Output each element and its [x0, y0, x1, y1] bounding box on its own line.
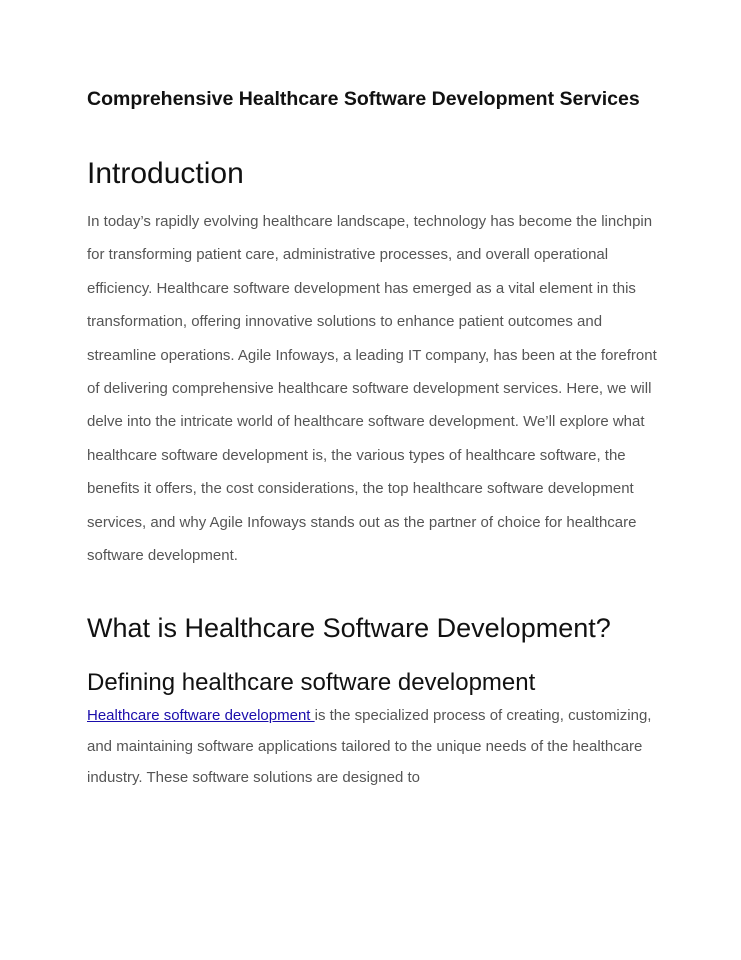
introduction-paragraph: In today’s rapidly evolving healthcare landscape, technology has become the linchpin for transforming patient care, administrative processes, and overall operational efficiency. Healthcare software development has emerged as a vital element in this transformation, offering innovative solutions to enhance patient outcomes and streamline operations. Agile Infoways, a leading IT company, has been at the forefront of delivering comprehensive healthcare software development services. Here, we will delve into the intricate world of healthcare software development. We’ll explore what healthcare software development is, the various types of healthcare software, the benefits it offers, the cost considerations, the top healthcare software development services, and why Agile Infoways stands out as the partner of choice for healthcare software development.	[87, 213, 657, 565]
introduction-heading: Introduction	[87, 157, 244, 190]
definition-paragraph	[87, 700, 657, 793]
definition-text: is the specialized process of creating, customizing, and maintaining software applications tailored to the unique needs of the healthcare industry. These software solutions are designed to	[87, 707, 652, 787]
healthcare-software-development-link[interactable]: Healthcare software development	[87, 707, 315, 725]
section-heading-what-is: What is Healthcare Software Development?	[87, 613, 611, 644]
subsection-heading-defining: Defining healthcare software development	[87, 669, 536, 697]
document-page	[87, 84, 657, 793]
document-title: Comprehensive Healthcare Software Development Services	[87, 88, 640, 110]
